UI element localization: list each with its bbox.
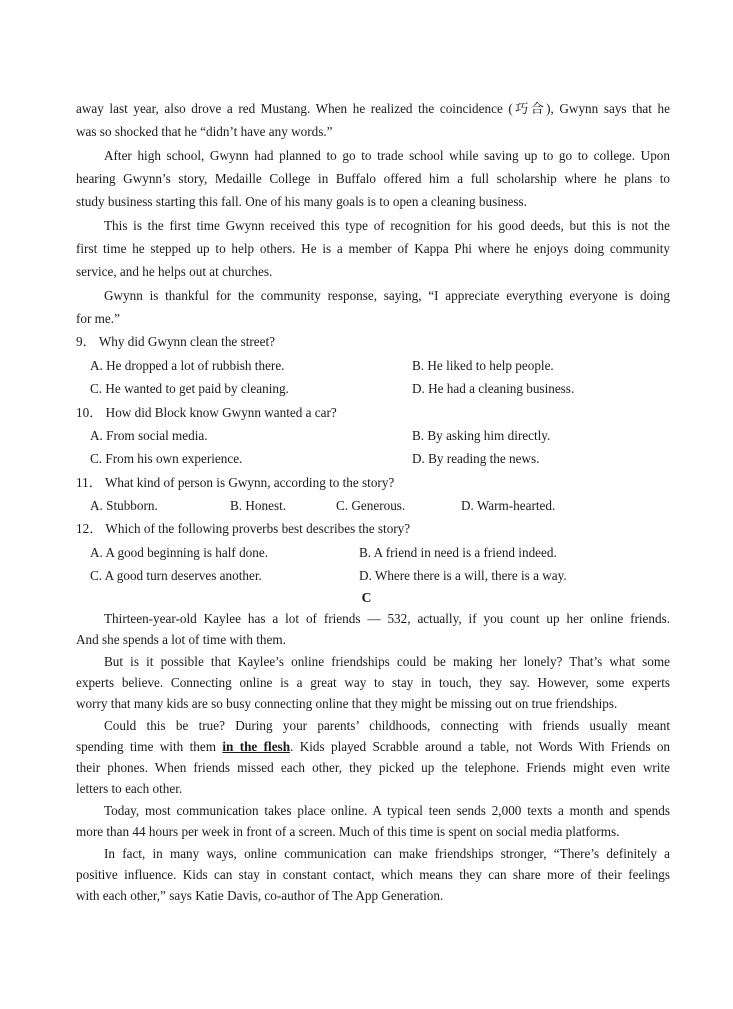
passage-c-heading: C xyxy=(361,590,372,605)
passage-b-p3-line1: This is the first time Gwynn received this type of recognition for his good deeds, but this is not the xyxy=(104,218,670,233)
question-10-option-a: A. From social media. xyxy=(90,428,208,443)
question-10-option-d: D. By reading the news. xyxy=(412,451,540,466)
passage-b-p4-line2: for me.” xyxy=(76,311,120,326)
passage-c-p1-line2: And she spends a lot of time with them. xyxy=(76,632,286,647)
question-12-option-b: B. A friend in need is a friend indeed. xyxy=(359,545,557,560)
passage-b-p3-line2: first time he stepped up to help others. He is a member of Kappa Phi where he enjoys doing community xyxy=(76,241,670,256)
passage-c-p2-line1: But is it possible that Kaylee’s online friendships could be making her lonely? That’s what some xyxy=(104,654,670,669)
passage-c-p4-line1: Today, most communication takes place online. A typical teen sends 2,000 texts a month and spends xyxy=(104,803,670,818)
question-12-option-a: A. A good beginning is half done. xyxy=(90,545,269,560)
passage-c-p5-line1: In fact, in many ways, online communication can make friendships stronger, “There’s definitely a xyxy=(104,846,670,861)
passage-c-p3-line1: Could this be true? During your parents’ childhoods, connecting with friends usually meant xyxy=(104,718,670,733)
question-9-option-a: A. He dropped a lot of rubbish there. xyxy=(90,358,285,373)
passage-c-p3-line4: letters to each other. xyxy=(76,781,183,796)
question-9-option-d: D. He had a cleaning business. xyxy=(412,381,575,396)
passage-b-p1-line1: away last year, also drove a red Mustang. When he realized the coincidence (巧合), Gwynn says that he xyxy=(76,101,670,116)
passage-b-p2-line3: study business starting this fall. One of his many goals is to open a cleaning business. xyxy=(76,194,527,209)
question-11-option-a: A. Stubborn. xyxy=(90,498,158,513)
question-11-stem: 11． What kind of person is Gwynn, according to the story? xyxy=(76,475,395,490)
passage-c-p2-line3: worry that many kids are so busy connecting online that they might be missing out on true friendships. xyxy=(76,696,618,711)
question-12-option-c: C. A good turn deserves another. xyxy=(90,568,262,583)
question-10-stem: 10． How did Block know Gwynn wanted a car? xyxy=(76,405,337,420)
passage-b-p1-line2: was so shocked that he “didn’t have any words.” xyxy=(76,124,333,139)
passage-c-p3-line2 xyxy=(76,739,670,755)
question-12-stem: 12． Which of the following proverbs best describes the story? xyxy=(76,521,411,536)
question-12-option-d: D. Where there is a will, there is a way. xyxy=(359,568,567,583)
question-11-option-b: B. Honest. xyxy=(230,498,287,513)
passage-c-p3-line2-before: spending time with them xyxy=(76,739,223,754)
passage-b-p4-line1: Gwynn is thankful for the community response, saying, “I appreciate everything everyone is doing xyxy=(104,288,670,303)
question-9-option-c: C. He wanted to get paid by cleaning. xyxy=(90,381,289,396)
question-11-option-d: D. Warm-hearted. xyxy=(461,498,556,513)
passage-c-p5-line3: with each other,” says Katie Davis, co-author of The App Generation. xyxy=(76,888,444,903)
passage-c-p5-line2: positive influence. Kids can stay in constant contact, which means they can share more of their feelings xyxy=(76,867,670,882)
passage-c-p2-line2: experts believe. Connecting online is a great way to stay in touch, they say. However, some experts xyxy=(76,675,670,690)
question-11-option-c: C. Generous. xyxy=(336,498,406,513)
question-9-option-b: B. He liked to help people. xyxy=(412,358,554,373)
question-10-option-c: C. From his own experience. xyxy=(90,451,243,466)
question-9-stem: 9． Why did Gwynn clean the street? xyxy=(76,334,275,349)
passage-b-p2-line2: hearing Gwynn’s story, Medaille College in Buffalo offered him a full scholarship where he plans to xyxy=(76,171,670,186)
passage-b-p2-line1: After high school, Gwynn had planned to go to trade school while saving up to go to college. Upon xyxy=(104,148,670,163)
underlined-phrase: in the flesh xyxy=(222,739,291,754)
passage-b-p3-line3: service, and he helps out at churches. xyxy=(76,264,273,279)
passage-c-p4-line2: more than 44 hours per week in front of a screen. Much of this time is spent on social media platforms. xyxy=(76,824,620,839)
passage-c-p1-line1: Thirteen-year-old Kaylee has a lot of friends — 532, actually, if you count up her online friends. xyxy=(104,611,670,626)
question-10-option-b: B. By asking him directly. xyxy=(412,428,551,443)
passage-c-p3-line3: their phones. When friends missed each other, they picked up the telephone. Friends might even write xyxy=(76,760,670,775)
passage-c-p3-line2-after: . Kids played Scrabble around a table, not Words With Friends on xyxy=(290,739,671,754)
